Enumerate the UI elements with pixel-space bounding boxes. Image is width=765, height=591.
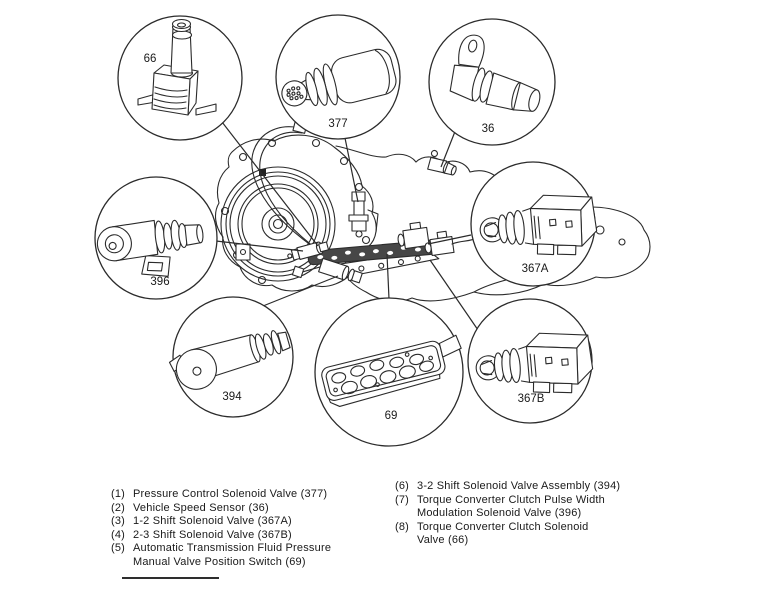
legend-item-number: (4)	[111, 528, 126, 541]
legend-item-4	[111, 529, 341, 543]
callout-label-69: 69	[384, 410, 398, 422]
legend-item-2	[111, 502, 341, 516]
legend-item-text: Vehicle Speed Sensor (36)	[133, 501, 269, 514]
legend-item-text: Torque Converter Clutch Pulse Width	[417, 493, 605, 506]
callout-label-367B: 367B	[517, 393, 545, 405]
legend-item-7	[395, 494, 630, 521]
legend-item-number: (7)	[395, 493, 410, 506]
callout-label-367A: 367A	[521, 263, 549, 275]
legend-underline	[122, 577, 219, 579]
legend-item-number: (6)	[395, 480, 410, 492]
legend-item-text: Modulation Solenoid Valve (396)	[417, 507, 582, 520]
legend-item-8	[395, 521, 630, 548]
legend-item-number: (3)	[111, 515, 126, 528]
legend-item-text: 1-2 Shift Solenoid Valve (367A)	[133, 515, 292, 528]
callout-label-396: 396	[150, 276, 170, 288]
speed-sensor-art	[426, 150, 460, 179]
callout-label-36: 36	[481, 123, 495, 135]
legend-item-number: (8)	[395, 520, 410, 533]
legend-item-text: Valve (66)	[417, 534, 469, 547]
legend-item-text: 2-3 Shift Solenoid Valve (367B)	[133, 528, 292, 541]
callout-label-377: 377	[328, 118, 348, 130]
legend-item-6	[395, 480, 630, 494]
legend-left-column	[111, 488, 341, 570]
legend-item-3	[111, 515, 341, 529]
callout-label-66: 66	[143, 53, 157, 65]
legend-item-text: 3-2 Shift Solenoid Valve Assembly (394)	[417, 480, 621, 492]
legend-item-text: Automatic Transmission Fluid Pressure	[133, 542, 332, 555]
legend-item-number: (2)	[111, 501, 126, 514]
legend-item-number: (5)	[111, 542, 126, 555]
legend-right-column	[395, 480, 630, 548]
legend-item-text: Torque Converter Clutch Solenoid	[417, 520, 589, 533]
legend-item-1	[111, 488, 341, 502]
legend-item-text: Manual Valve Position Switch (69)	[133, 555, 306, 568]
callout-label-394: 394	[222, 391, 242, 403]
legend-item-text: Pressure Control Solenoid Valve (377)	[133, 488, 328, 500]
legend-item-5	[111, 542, 341, 569]
legend-item-number: (1)	[111, 488, 126, 500]
